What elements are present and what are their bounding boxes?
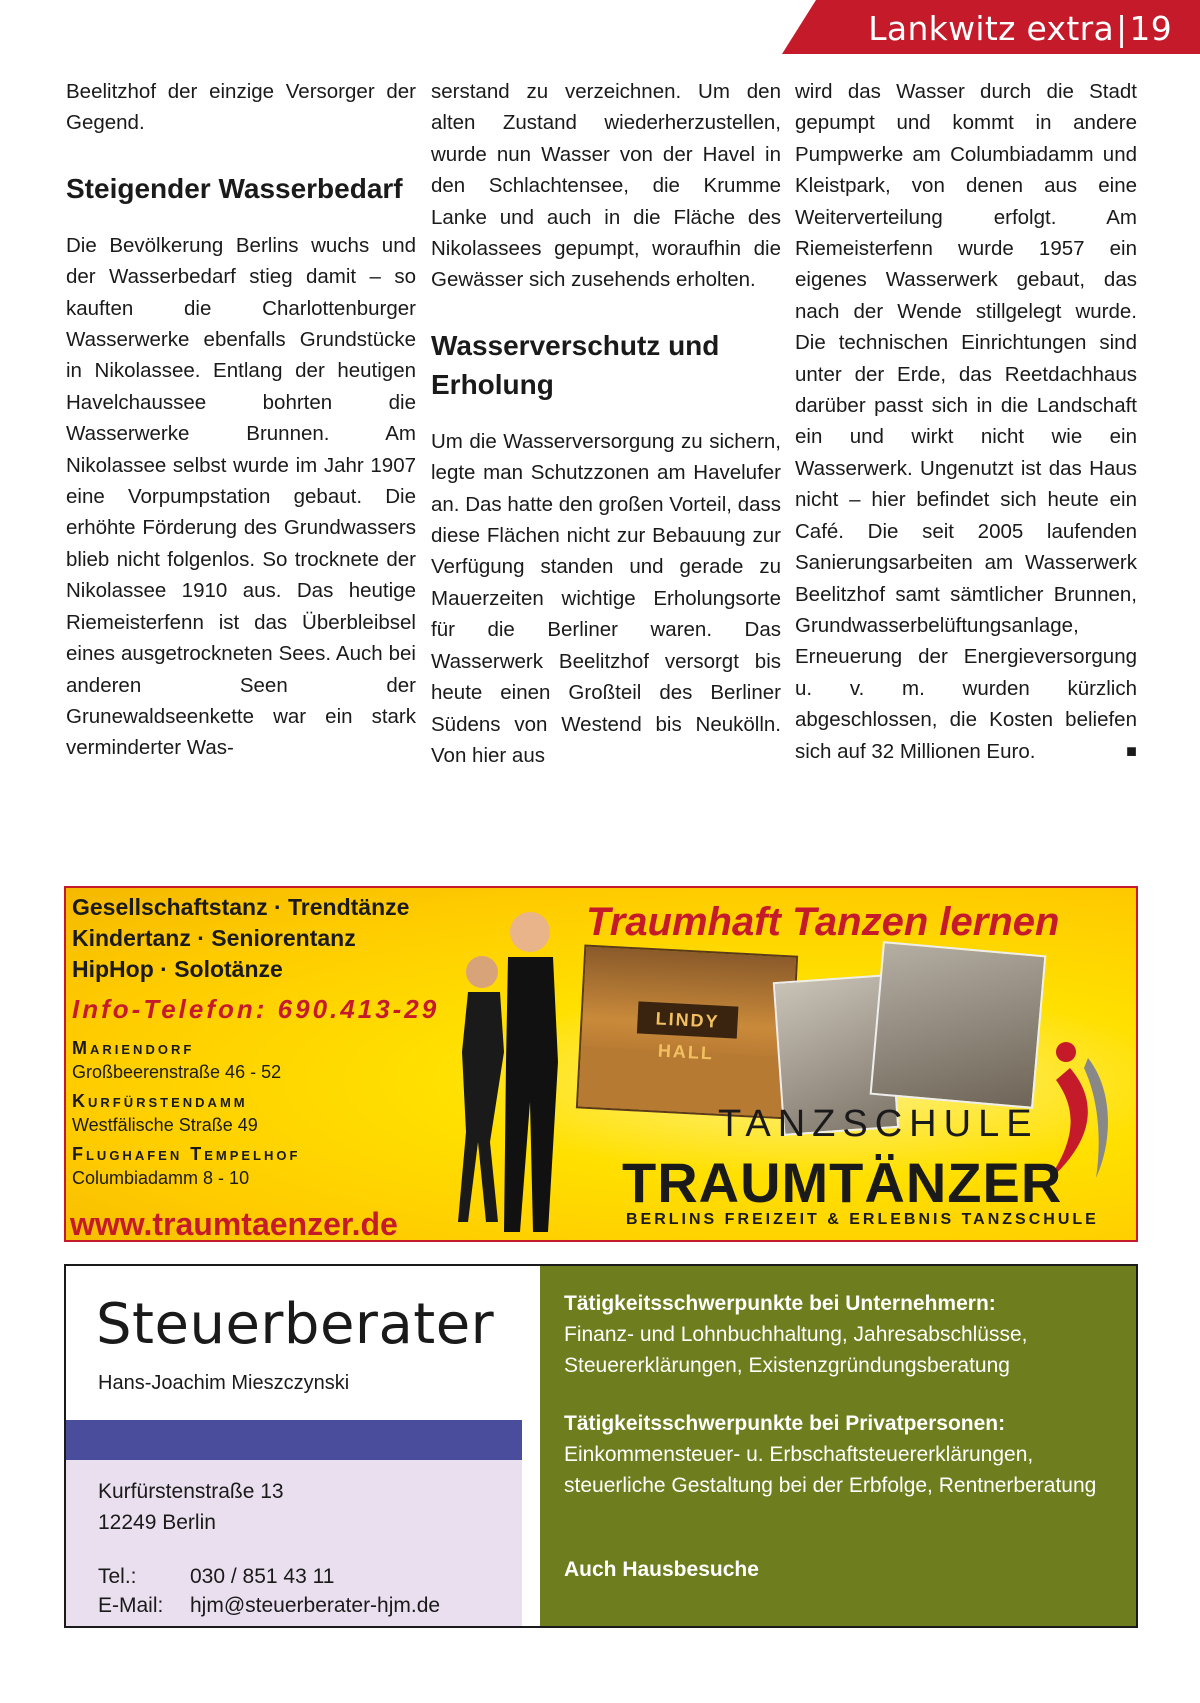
article-column-3: [795, 76, 1137, 767]
location-name: Mariendorf: [72, 1038, 195, 1058]
location-address: Großbeerenstraße 46 - 52: [72, 1062, 282, 1082]
dance-hall-photo: [576, 945, 798, 1120]
school-brand: TRAUMTÄNZER: [622, 1151, 1063, 1214]
phone-number[interactable]: 030 / 851 43 11: [190, 1565, 335, 1588]
paragraph: wird das Wasser durch die Stadt gepumpt und kommt in andere Pumpwerke am Columbiadamm und Kleistpark, von denen aus eine Weiterverteilung erfolgt. Am Riemeisterfenn wurde 1957 ein eigenes Wasserwerk gebaut, das nach der Wende stillgelegt wurde. Die technischen Einrichtungen sind unter der Erde, das Reetdachhaus darüber passt sich in die Landschaft ein und wirkt nicht wie ein Wasserwerk. Ungenutzt ist das Haus nicht – hier befindet sich heute ein Café. Die seit 2005 laufenden Sanierungsarbeiten am Wasserwerk Beelitzhof samt sämtlicher Brunnen, Grundwasserbelüftungsanlage, Erneuerung der Energieversorgung u. v. m. wurden kürzlich abgeschlossen, die Kosten beliefen sich auf 32 Millionen Euro. ■: [795, 76, 1137, 767]
paragraph: Die Bevölkerung Berlins wuchs und der Wasserbedarf stieg damit – so kauften die Charlottenburger Wasserwerke ebenfalls Grundstücke in Nikolassee. Entlang der heutigen Havelchaussee bohrten die Wasserwerke Brunnen. Am Nikolassee selbst wurde im Jahr 1907 eine Vorpumpstation gebaut. Die erhöhte Förderung des Grundwassers blieb nicht folgenlos. So trocknete der Nikolassee 1910 aus. Das heutige Riemeisterfenn ist das Überbleibsel eines ausgetrockneten Sees. Auch bei anderen Seen der Grunewaldseenkette war ein stark verminderter Was-: [66, 233, 416, 760]
ad-tagline: Traumhaft Tanzen lernen: [586, 900, 1060, 944]
article-column-1: [66, 76, 416, 764]
services-panel: [540, 1266, 1136, 1626]
end-mark: ■: [1126, 740, 1137, 761]
private-services: Tätigkeitsschwerpunkte bei Privatpersonen: Einkommensteuer- u. Erbschaftsteuererklärungen, steuerliche Gestaltung bei der Erbfolge, Rentnerberatung: [564, 1412, 1097, 1497]
color-band: [66, 1420, 522, 1460]
contact-info: Tel.: 030 / 851 43 11 E-Mail: hjm@steuerberater-hjm.de: [98, 1565, 441, 1617]
section-heading: Wasserverschutz und Erholung: [431, 329, 720, 400]
school-subbrand: BERLINS FREIZEIT & ERLEBNIS TANZSCHULE: [626, 1211, 1099, 1228]
page-header: Lankwitz extra|19: [868, 9, 1172, 48]
address: Kurfürstenstraße 13 12249 Berlin: [98, 1480, 284, 1534]
section-heading: Steigender Wasserbedarf: [66, 172, 403, 204]
business-services: Tätigkeitsschwerpunkte bei Unternehmern: Finanz- und Lohnbuchhaltung, Jahresabschlüsse, Steuererklärungen, Existenzgründungsberatung: [564, 1292, 1028, 1377]
location-name: Flughafen Tempelhof: [72, 1144, 301, 1164]
dance-styles: Gesellschaftstanz · Trendtänze Kindertanz · Seniorentanz HipHop · Solotänze: [72, 894, 410, 982]
location-name: Kurfürstendamm: [72, 1091, 248, 1111]
page-number: 19: [1129, 9, 1172, 48]
dancing-couple-illustration: [438, 902, 588, 1242]
website-link[interactable]: www.traumtaenzer.de: [70, 1206, 398, 1242]
dancing-couple-photo: [870, 941, 1047, 1109]
email-link[interactable]: hjm@steuerberater-hjm.de: [190, 1594, 441, 1617]
paragraph: Um die Wasserversorgung zu sichern, legte man Schutzzonen am Havelufer an. Das hatte den großen Vorteil, dass diese Flächen nicht zur Bebauung zur Verfügung standen und gerade zu Mauerzeiten wichtige Erholungsorte für die Berliner waren. Das Wasserwerk Beelitzhof versorgt bis heute einen Großteil des Berliner Südens von Westend bis Neukölln. Von hier aus: [431, 429, 781, 767]
hall-sign: LINDY HALL: [637, 1001, 739, 1038]
magazine-title: Lankwitz extra: [868, 9, 1114, 48]
advisor-name: Hans-Joachim Mieszczynski: [98, 1372, 350, 1394]
school-label: TANZSCHULE: [718, 1103, 1039, 1145]
dance-school-ad: [64, 886, 1138, 1242]
info-phone: Info-Telefon: 690.413-29: [72, 994, 440, 1024]
article-column-2: [431, 76, 781, 771]
location-address: Westfälische Straße 49: [72, 1115, 258, 1135]
home-visits: Auch Hausbesuche: [564, 1558, 759, 1581]
tax-advisor-ad: [64, 1264, 1138, 1628]
paragraph: Beelitzhof der einzige Versorger der Gegend.: [66, 80, 416, 135]
paragraph: serstand zu verzeichnen. Um den alten Zustand wiederherzustellen, wurde nun Wasser von der Havel in den Schlachtensee, die Krumme Lanke und auch in die Fläche des Nikolassees gepumpt, woraufhin die Gewässer sich zusehends erholten.: [431, 80, 781, 292]
location-address: Columbiadamm 8 - 10: [72, 1168, 250, 1188]
ad-title: Steuerberater: [96, 1292, 495, 1357]
